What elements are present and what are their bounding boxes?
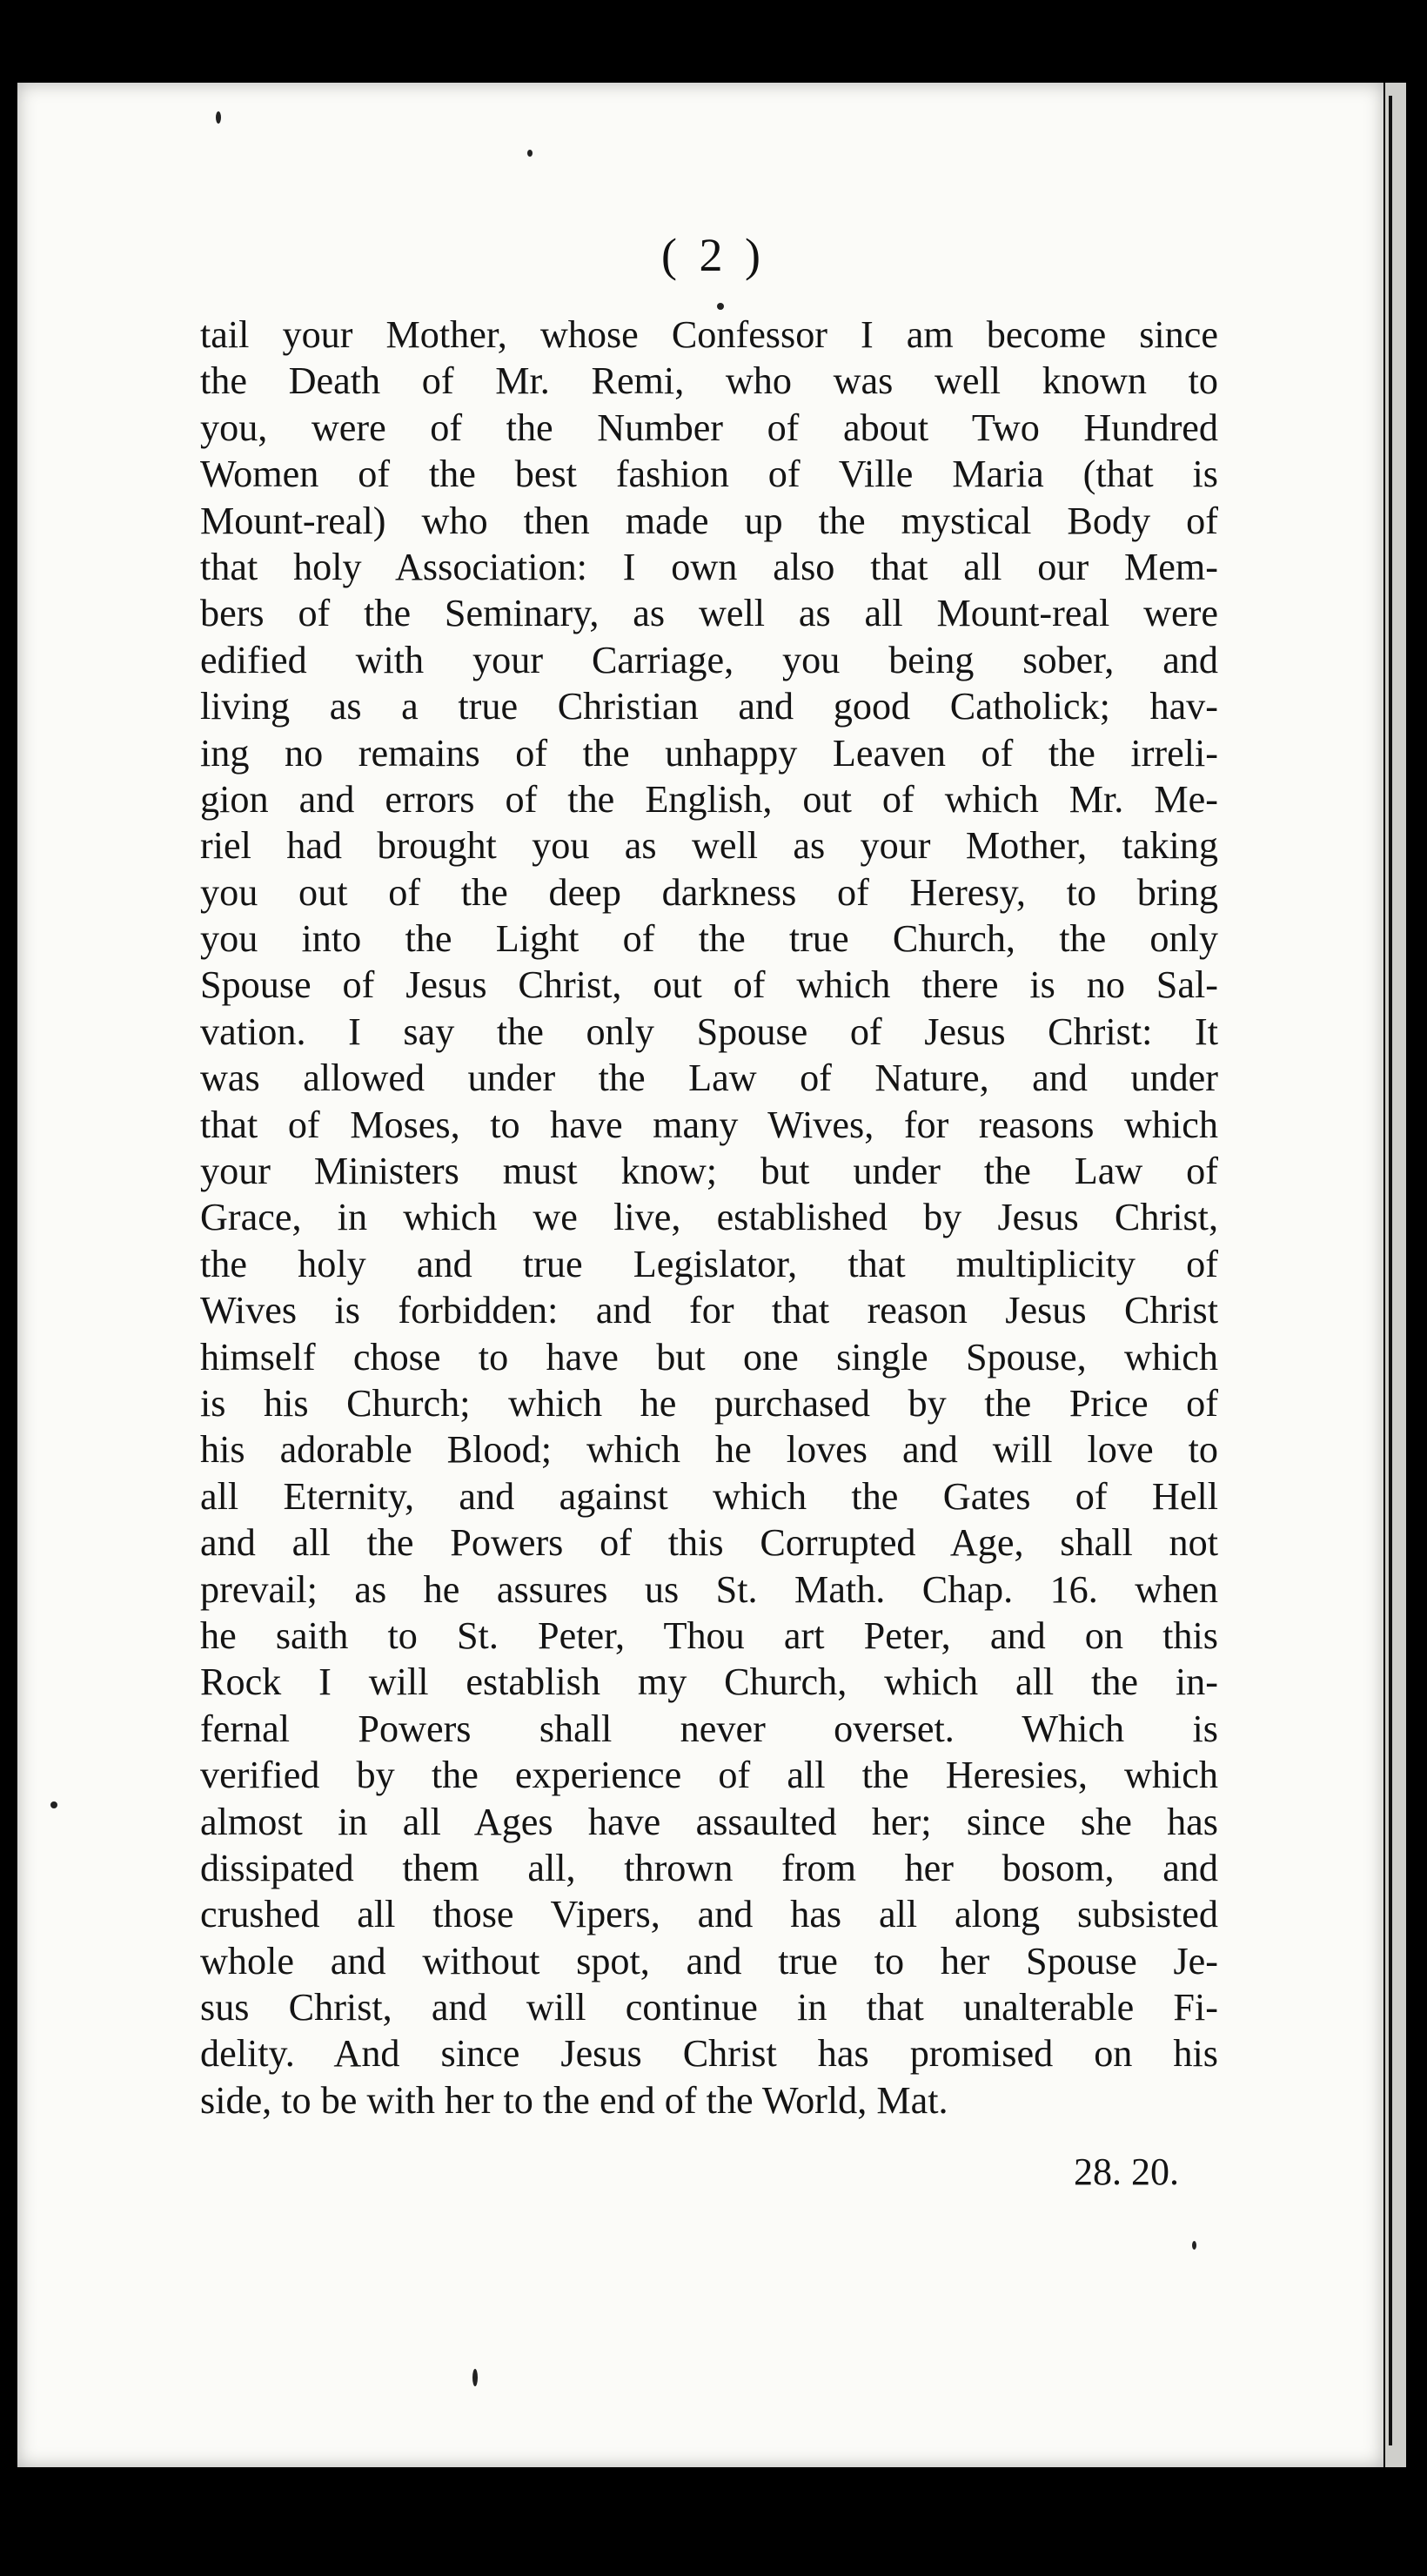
page-number: ( 2 ): [661, 229, 766, 281]
text-line: verified by the experience of all the Heresies, which: [200, 1754, 1218, 1797]
text-line: Rock I will establish my Church, which all the in-: [200, 1660, 1218, 1704]
text-line: you into the Light of the true Church, the only: [200, 917, 1218, 961]
text-line: you, were of the Number of about Two Hundred: [200, 406, 1218, 449]
text-line: Wives is forbidden: and for that reason Jesus Christ: [200, 1289, 1218, 1332]
text-line: ing no remains of the unhappy Leaven of the irreli-: [200, 731, 1218, 775]
text-line: riel had brought you as well as your Mother, taking: [200, 824, 1218, 868]
text-line: Spouse of Jesus Christ, out of which there is no Sal-: [200, 963, 1218, 1007]
text-line: your Ministers must know; but under the Law of: [200, 1150, 1218, 1193]
text-line: fernal Powers shall never overset. Which is: [200, 1707, 1218, 1750]
text-line: himself chose to have but one single Spouse, which: [200, 1335, 1218, 1379]
text-line: prevail; as he assures us St. Math. Chap. 16. when: [200, 1567, 1218, 1611]
ink-speck: [50, 1801, 57, 1808]
text-line: Mount-real) who then made up the mystical Body of: [200, 499, 1218, 542]
text-line: whole and without spot, and true to her Spouse Je-: [200, 1939, 1218, 1982]
text-line: he saith to St. Peter, Thou art Peter, and on this: [200, 1613, 1218, 1657]
text-line: delity. And since Jesus Christ has promised on his: [200, 2032, 1218, 2076]
text-line: edified with your Carriage, you being sober, and: [200, 638, 1218, 681]
text-line: the Death of Mr. Remi, who was well known to: [200, 359, 1218, 403]
text-line: tail your Mother, whose Confessor I am become since: [200, 313, 1218, 356]
text-line: is his Church; which he purchased by the Price of: [200, 1381, 1218, 1425]
ink-speck: [216, 111, 221, 124]
text-line: was allowed under the Law of Nature, and under: [200, 1057, 1218, 1100]
text-line: gion and errors of the English, out of which Mr. Me-: [200, 777, 1218, 821]
text-line: the holy and true Legislator, that multiplicity of: [200, 1242, 1218, 1285]
text-line: his adorable Blood; which he loves and will love to: [200, 1428, 1218, 1472]
text-line: that holy Association: I own also that all our Mem-: [200, 545, 1218, 588]
text-line: almost in all Ages have assaulted her; since she has: [200, 1800, 1218, 1843]
ink-speck: [472, 2369, 478, 2386]
ink-speck: [1192, 2241, 1196, 2250]
catchword: 28. 20.: [1074, 2150, 1179, 2193]
body-text: [200, 312, 1218, 2123]
text-line: you out of the deep darkness of Heresy, to bring: [200, 870, 1218, 914]
text-line: and all the Powers of this Corrupted Age, shall not: [200, 1521, 1218, 1565]
text-line: all Eternity, and against which the Gates of Hell: [200, 1474, 1218, 1518]
text-line: vation. I say the only Spouse of Jesus Christ: It: [200, 1010, 1218, 1053]
text-line: dissipated them all, thrown from her bosom, and: [200, 1846, 1218, 1889]
text-line: side, to be with her to the end of the World, Mat.: [200, 2078, 948, 2122]
text-line: bers of the Seminary, as well as all Mount-real were: [200, 592, 1218, 635]
page-edge-shadow: [1389, 96, 1392, 2445]
text-line: that of Moses, to have many Wives, for reasons which: [200, 1103, 1218, 1146]
ink-speck: [717, 303, 724, 310]
text-line: living as a true Christian and good Catholick; hav-: [200, 685, 1218, 728]
ink-speck: [527, 150, 533, 157]
text-line: crushed all those Vipers, and has all along subsisted: [200, 1893, 1218, 1936]
text-line: Women of the best fashion of Ville Maria (that is: [200, 453, 1218, 496]
text-line: sus Christ, and will continue in that unalterable Fi-: [200, 1986, 1218, 2029]
text-line: Grace, in which we live, established by Jesus Christ,: [200, 1196, 1218, 1239]
